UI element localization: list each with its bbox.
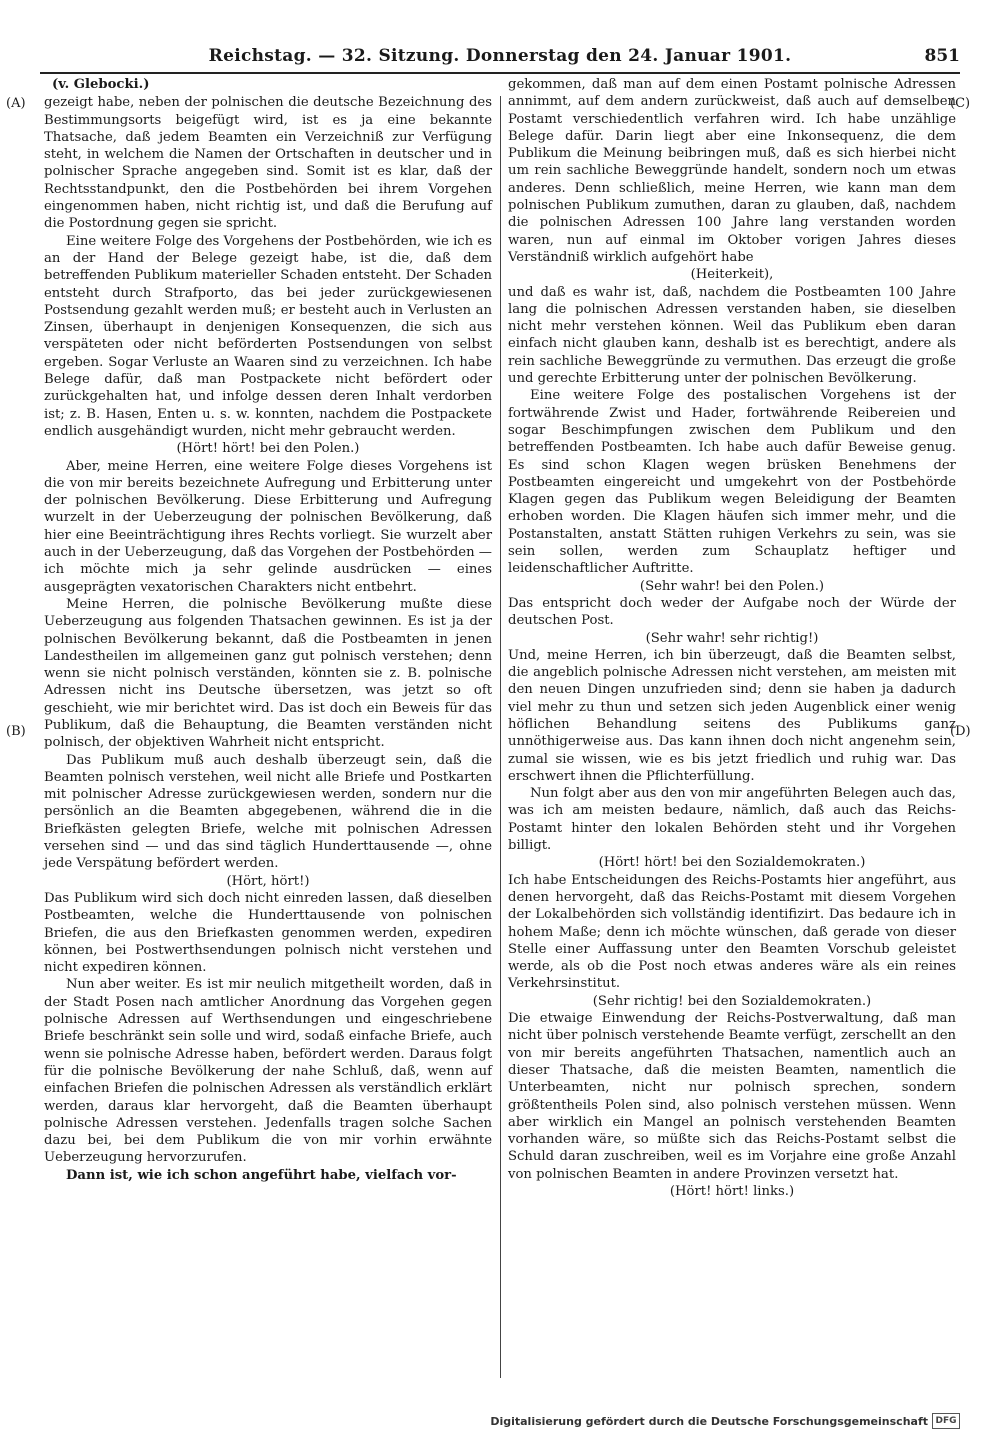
column-divider xyxy=(500,96,501,1378)
page-number: 851 xyxy=(924,46,960,66)
interjection: (Heiterkeit), xyxy=(690,267,774,283)
interjection: (Hört! hört! bei den Sozialdemokraten.) xyxy=(598,855,866,871)
speaker-name: (v. Glebocki.) xyxy=(52,77,150,92)
paragraph: und daß es wahr ist, daß, nachdem die Postbeamten 100 Jahre lang die polnischen Adressen verstanden haben, sie dieselben nicht mehr verstehen können. Weil das Publikum eben daran einfach nicht glauben kann, deshalb ist es berechtigt, andere als rein sachliche Beweggründe zu vermuthen. Das erzeugt die große und gerechte Erbitterung unter der polnischen Bevölkerung. xyxy=(508,284,956,387)
interjection: (Sehr wahr! sehr richtig!) xyxy=(645,630,819,646)
interjection: (Hört! hört! bei den Polen.) xyxy=(176,441,360,457)
paragraph: Eine weitere Folge des postalischen Vorgehens ist der fortwährende Zwist und Hader, fortwährende Reibereien und sogar Beschimpfungen zwischen dem Publikum und den betreffenden Postbeamten. Ich habe auch dafür Beweise genug. Es sind schon Klagen wegen brüsken Benehmens der Postbeamten eingereicht und umgekehrt von der Postbehörde Klagen gegen das Publikum wegen Beleidigung der Beamten erhoben worden. Die Klagen häufen sich immer mehr, und die Postanstalten, anstatt Stätten ruhigen Verkehrs zu sein, was sie sein sollen, werden zum Schauplatz heftiger und leidenschaftlicher Auftritte. xyxy=(508,388,956,577)
footer-credit xyxy=(490,1413,960,1429)
dfg-logo-icon: DFG xyxy=(932,1413,960,1429)
paragraph: Nun aber weiter. Es ist mir neulich mitgetheilt worden, daß in der Stadt Posen nach amtlicher Anordnung das Vorgehen gegen polnische Adressen auf Werthsendungen und eingeschriebene Briefe beschränkt sein solle und wird, sodaß einfache Briefe, auch wenn sie polnische Adresse haben, befördert werden. Daraus folgt für die polnische Bevölkerung der nahe Schluß, daß, wenn auf einfachen Briefen die polnischen Adressen als verständlich erklärt werden, daraus klar hervorgeht, daß die Beamten überhaupt polnische Adressen verstehen. Jedenfalls tragen solche Sachen dazu bei, bei dem Publikum die von mir vorhin erwähnte Ueberzeugung hervorzurufen. xyxy=(44,977,492,1166)
paragraph: gezeigt habe, neben der polnischen die deutsche Bezeichnung des Bestimmungsorts beigefügt wird, ist es ja eine bekannte Thatsache, daß jedem Beamten ein Verzeichniß zur Verfügung steht, in welchem die Namen der Ortschaften in deutscher und in polnischer Sprache angegeben sind. Somit ist es klar, daß der Rechtsstandpunkt, den die Postbehörden bei ihrem Vorgehen eingenommen haben, nicht richtig ist, und daß die Berufung auf die Postordnung gegen sie spricht. xyxy=(44,95,492,232)
footer-text: Digitalisierung gefördert durch die Deutsche Forschungsgemeinschaft xyxy=(490,1414,928,1428)
margin-marker-d: (D) xyxy=(950,724,971,739)
paragraph: Und, meine Herren, ich bin überzeugt, daß die Beamten selbst, die angeblich polnische Adressen nicht verstehen, am meisten mit den neuen Dingen unzufrieden sind; denn sie haben ja dadurch viel mehr zu thun und setzen sich jeden Augenblick einer wenig höflichen Behandlung seitens des Publikums ganz unnöthigerweise aus. Das kann ihnen doch nicht angenehm sein, zumal sie wissen, wie es bis jetzt friedlich und ruhig war. Das erschwert ihnen die Pflichterfüllung. xyxy=(508,647,956,784)
paragraph: Aber, meine Herren, eine weitere Folge dieses Vorgehens ist die von mir bereits bezeichnete Aufregung und Erbitterung unter der polnischen Bevölkerung. Diese Erbitterung und Aufregung wurzelt in der Ueberzeugung der polnischen Bevölkerung, daß hier eine Beeinträchtigung ihres Rechts vorliegt. Sie wurzelt aber auch in der Ueberzeugung, daß das Vorgehen der Postbehörden — ich möchte mich ja sehr gelinde ausdrücken — eines ausgeprägten vexatorischen Charakters nicht entbehrt. xyxy=(44,458,492,595)
margin-marker-a: (A) xyxy=(6,96,26,111)
right-column xyxy=(508,76,956,1200)
interjection: (Hört, hört!) xyxy=(226,873,310,889)
interjection: (Sehr richtig! bei den Sozialdemokraten.) xyxy=(592,993,872,1009)
paragraph: Nun folgt aber aus den von mir angeführten Belegen auch das, was ich am meisten bedaure, nämlich, daß auch das Reichs-Postamt hinter den lokalen Behörden steht und ihr Vorgehen billigt. xyxy=(508,786,956,854)
left-column xyxy=(44,76,492,1184)
paragraph: Das Publikum muß auch deshalb überzeugt sein, daß die Beamten polnisch verstehen, weil nicht alle Briefe und Postkarten mit polnischer Adresse zurückgewiesen werden, sondern nur die persönlich an die Beamten abgegebenen, während die in die Briefkästen gelegten Briefe, welche mit polnischen Adressen versehen sind — und das sind täglich Hunderttausende —, ohne jede Verspätung befördert werden. xyxy=(44,752,492,872)
margin-marker-c: (C) xyxy=(950,96,971,111)
interjection: (Sehr wahr! bei den Polen.) xyxy=(639,578,825,594)
margin-marker-b: (B) xyxy=(6,724,26,739)
paragraph: Das Publikum wird sich doch nicht einreden lassen, daß dieselben Postbeamten, welche die Hunderttausende von polnischen Briefen, die aus den Briefkasten genommen werden, expediren können, bei Postwerthsendungen polnisch nicht verstehen und nicht expediren können. xyxy=(44,890,492,976)
paragraph: Meine Herren, die polnische Bevölkerung mußte diese Ueberzeugung aus folgenden Thatsachen gewinnen. Es ist ja der polnischen Bevölkerung bekannt, daß die Postbeamten in jenen Landestheilen im allgemeinen ganz gut polnisch verstehen; denn wenn sie nicht polnisch verständen, könnten sie z. B. polnische Adressen nicht ins Deutsche übersetzen, was jetzt so oft geschieht, wie mir berichtet wird. Das ist doch ein Beweis für das Publikum, daß die Behauptung, die Beamten verständen nicht polnisch, der objektiven Wahrheit nicht entspricht. xyxy=(44,596,492,751)
paragraph: Eine weitere Folge des Vorgehens der Postbehörden, wie ich es an der Hand der Belege gezeigt habe, ist die, daß dem betreffenden Publikum materieller Schaden entsteht. Der Schaden entsteht durch Strafporto, das bei jeder zurückgewiesenen Postsendung gezahlt werden muß; er besteht auch in Verlusten an Zinsen, überhaupt in denjenigen Konsequenzen, die sich aus verspäteten oder nicht beförderten Postsendungen von selbst ergeben. Sogar Verluste an Waaren sind zu verzeichnen. Ich habe Belege dafür, daß man Postpackete nicht befördert oder zurückgehalten hat, und infolge dessen deren Inhalt verdorben ist; z. B. Hasen, Enten u. s. w. konnten, nachdem die Postpackete endlich ausgehändigt wurden, nicht mehr gebraucht werden. xyxy=(44,233,492,439)
paragraph: gekommen, daß man auf dem einen Postamt polnische Adressen annimmt, auf dem andern zurückweist, daß auch auf demselben Postamt verschiedentlich verfahren wird. Ich habe unzählige Belege dafür. Darin liegt aber eine Inkonsequenz, die dem Publikum die Meinung beibringen muß, daß es sich hierbei nicht um rein sachliche Beweggründe handelt, sondern noch um etwas anderes. Denn schließlich, meine Herren, wie kann man dem polnischen Publikum zumuthen, daran zu glauben, daß, nachdem die polnischen Adressen 100 Jahre lang verstanden worden waren, nun auf einmal im Oktober vorigen Jahres dieses Verständniß wirklich aufgehört habe xyxy=(508,77,956,265)
page-header xyxy=(40,46,960,74)
interjection: (Hört! hört! links.) xyxy=(669,1184,795,1199)
paragraph: Ich habe Entscheidungen des Reichs-Postamts hier angeführt, aus denen hervorgeht, daß das Reichs-Postamt mit diesem Vorgehen der Lokalbehörden sich vollständig identifizirt. Das bedaure ich in hohem Maße; denn ich möchte wünschen, daß gerade von dieser Stelle einer Auffassung unter den Beamten Vorschub geleistet werde, als ob die Post noch etwas anderes wäre als ein reines Verkehrsinstitut. xyxy=(508,872,956,992)
paragraph: Das entspricht doch weder der Aufgabe noch der Würde der deutschen Post. xyxy=(508,595,956,629)
running-title: Reichstag. — 32. Sitzung. Donnerstag den 24. Januar 1901. xyxy=(208,46,792,66)
paragraph: Die etwaige Einwendung der Reichs-Postverwaltung, daß man nicht über polnisch verstehende Beamte verfügt, zerschellt an den von mir bereits angeführten Thatsachen, namentlich auch an dieser Thatsache, daß die meisten Beamten, namentlich die Unterbeamten, nicht nur polnisch sprechen, sondern größtentheils Polen sind, also polnisch verstehen müssen. Wenn aber wirklich ein Mangel an polnisch verstehenden Beamten vorhanden wäre, so müßte sich das Reichs-Postamt selbst die Schuld daran zuschreiben, weil es im Vorjahre eine große Anzahl von polnischen Beamten in andere Provinzen versetzt hat. xyxy=(508,1011,956,1182)
paragraph: Dann ist, wie ich schon angeführt habe, vielfach vor- xyxy=(66,1167,457,1183)
